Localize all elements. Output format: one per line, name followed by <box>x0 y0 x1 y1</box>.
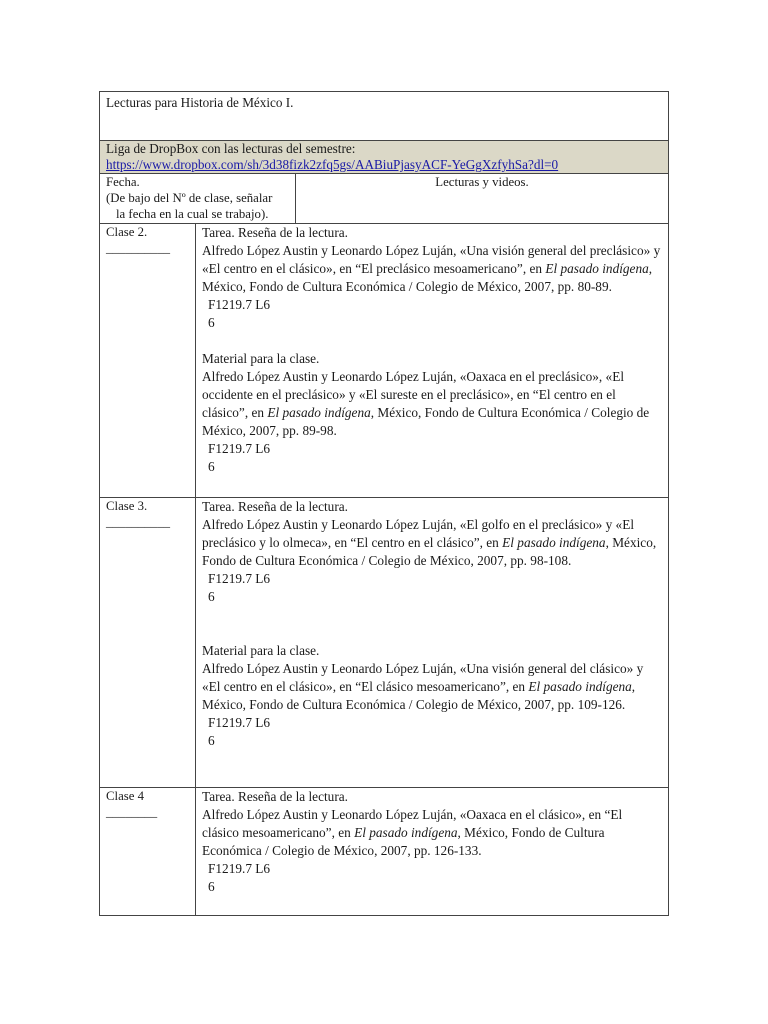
class-readings-cell <box>196 224 668 497</box>
header-fecha-cell <box>100 174 296 223</box>
date-blank: __________ <box>106 515 170 529</box>
tarea-citation: Alfredo López Austin y Leonardo López Luján, «Una visión general del preclásico» y «El centro en el clásico», en “El preclásico mesoamericano”, en El pasado indígena, México, Fondo de Cultura Económica / Colegio de México, 2007, pp. 80-89. <box>202 243 661 294</box>
call-number: F1219.7 L6 <box>208 715 271 730</box>
call-number-suffix: 6 <box>208 459 215 474</box>
tarea-citation: Alfredo López Austin y Leonardo López Luján, «Oaxaca en el clásico», en “El clásico mesoamericano”, en El pasado indígena, México, Fondo de Cultura Económica / Colegio de México, 2007, pp. 126-133. <box>202 807 623 858</box>
class-readings-cell <box>196 788 668 915</box>
book-title: El pasado indígena <box>528 679 632 694</box>
dropbox-link[interactable]: https://www.dropbox.com/sh/3d38fizk2zfq5gs/AABiuPjasyACF-YeGgXzfyhSa?dl=0 <box>106 157 559 172</box>
book-title: El pasado indígena <box>545 261 649 276</box>
class-label: Clase 4 <box>106 789 145 803</box>
class-row <box>99 788 669 916</box>
book-title: El pasado indígena <box>267 405 371 420</box>
tarea-heading: Tarea. Reseña de la lectura. <box>202 225 348 240</box>
header-lecturas: Lecturas y videos. <box>435 175 529 189</box>
call-number-suffix: 6 <box>208 733 215 748</box>
class-readings-cell <box>196 498 668 787</box>
book-title: El pasado indígena <box>354 825 458 840</box>
header-row <box>99 174 669 224</box>
material-citation: Alfredo López Austin y Leonardo López Luján, «Oaxaca en el preclásico», «El occidente en el preclásico» y «El sureste en el preclásico», en “El centro en el clásico”, en El pasado indígena, México, Fondo de Cultura Económica / Colegio de México, 2007, pp. 89-98. <box>202 369 650 438</box>
class-row <box>99 498 669 788</box>
document-title: Lecturas para Historia de México I. <box>106 95 294 110</box>
class-label: Clase 3. <box>106 499 148 513</box>
document-title-row <box>99 91 669 141</box>
call-number: F1219.7 L6 <box>208 297 271 312</box>
call-number-suffix: 6 <box>208 315 215 330</box>
call-number: F1219.7 L6 <box>208 861 271 876</box>
call-number-suffix: 6 <box>208 879 215 894</box>
date-blank: ________ <box>106 805 158 819</box>
class-label-cell <box>100 788 196 915</box>
header-lecturas-cell <box>296 174 668 223</box>
material-heading: Material para la clase. <box>202 643 320 658</box>
class-row <box>99 224 669 498</box>
reading-list-table <box>99 91 669 916</box>
book-title: El pasado indígena <box>502 535 606 550</box>
material-citation: Alfredo López Austin y Leonardo López Luján, «Una visión general del clásico» y «El centro en el clásico», en “El clásico mesoamericano”, en El pasado indígena, México, Fondo de Cultura Económica / Colegio de México, 2007, pp. 109-126. <box>202 661 644 712</box>
class-label: Clase 2. <box>106 225 148 239</box>
call-number: F1219.7 L6 <box>208 441 271 456</box>
call-number: F1219.7 L6 <box>208 571 271 586</box>
header-fecha: Fecha. <box>106 175 140 189</box>
tarea-heading: Tarea. Reseña de la lectura. <box>202 789 348 804</box>
call-number-suffix: 6 <box>208 589 215 604</box>
header-fecha-note-2: la fecha en la cual se trabajo). <box>116 207 269 221</box>
header-fecha-note-1: (De bajo del Nº de clase, señalar <box>106 191 273 205</box>
tarea-heading: Tarea. Reseña de la lectura. <box>202 499 348 514</box>
date-blank: __________ <box>106 241 170 255</box>
tarea-citation: Alfredo López Austin y Leonardo López Luján, «El golfo en el preclásico» y «El preclásico y lo olmeca», en “El centro en el clásico”, en El pasado indígena, México, Fondo de Cultura Económica / Colegio de México, 2007, pp. 98-108. <box>202 517 657 568</box>
dropbox-label: Liga de DropBox con las lecturas del semestre: <box>106 141 356 156</box>
dropbox-row <box>99 141 669 174</box>
class-label-cell <box>100 498 196 787</box>
class-label-cell <box>100 224 196 497</box>
material-heading: Material para la clase. <box>202 351 320 366</box>
